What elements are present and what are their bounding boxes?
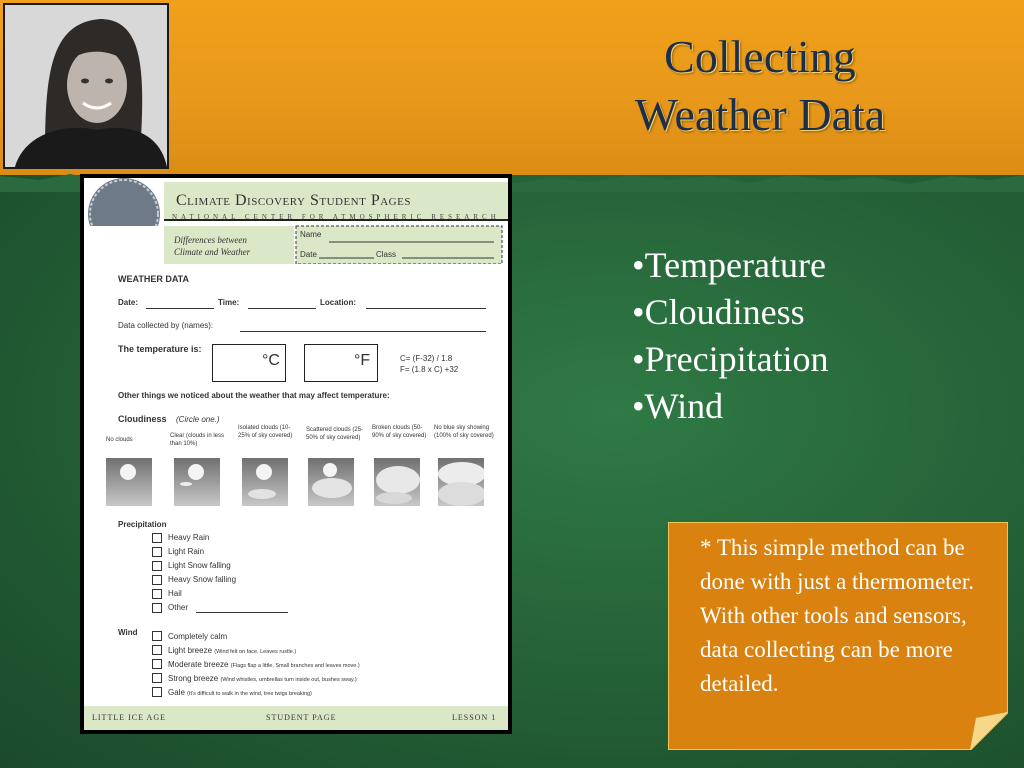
wind-heading: Wind (118, 628, 138, 637)
portrait-image (5, 5, 167, 167)
cloud-photo-broken (374, 458, 420, 506)
moderate-breeze-label (168, 660, 360, 669)
footer-center: STUDENT PAGE (266, 713, 337, 722)
heavy-snow-label: Heavy Snow falling (168, 575, 237, 584)
cloud-label-6: No blue sky showing (100% of sky covered) (434, 425, 494, 439)
section-label: Differences between Climate and Weather (174, 235, 251, 257)
strong-breeze-text: Strong breeze (168, 674, 219, 683)
time-line (248, 308, 316, 309)
cloud-photo-none (106, 458, 152, 506)
bullet-cloudiness: •Cloudiness (632, 292, 805, 332)
date-field-label: Date: (118, 298, 139, 307)
slide-title (560, 28, 960, 144)
worksheet-footer (84, 706, 508, 730)
note-text: * This simple method can be done with just a thermometer. With other tools and sensors, data collecting can be more detailed. (700, 535, 975, 696)
bullet-wind: •Wind (632, 386, 724, 426)
temperature-label: The temperature is: (118, 344, 202, 354)
cloud-photo-isolated (242, 458, 288, 506)
calm-label: Completely calm (168, 632, 228, 641)
light-rain-label: Light Rain (168, 547, 205, 556)
strong-breeze-checkbox[interactable] (152, 673, 162, 683)
worksheet-image (80, 174, 512, 734)
weather-data-heading: WEATHER DATA (118, 274, 189, 284)
name-date-box (84, 224, 508, 264)
heavy-rain-label: Heavy Rain (168, 533, 210, 542)
other-checkbox[interactable] (152, 603, 162, 613)
celsius-unit: °C (262, 352, 280, 369)
moderate-breeze-text: Moderate breeze (168, 660, 229, 669)
location-field-label: Location: (320, 298, 356, 307)
light-breeze-checkbox[interactable] (152, 645, 162, 655)
cloudiness-heading: Cloudiness (118, 414, 167, 424)
heavy-rain-checkbox[interactable] (152, 533, 162, 543)
hail-checkbox[interactable] (152, 589, 162, 599)
bullet-list (632, 242, 829, 430)
heavy-snow-checkbox[interactable] (152, 575, 162, 585)
worksheet-header (84, 178, 508, 226)
light-snow-checkbox[interactable] (152, 561, 162, 571)
cloud-label-4: Scattered clouds (25-50% of sky covered) (306, 427, 364, 441)
strong-breeze-label (168, 674, 357, 683)
worksheet-subtitle: NATIONAL CENTER FOR ATMOSPHERIC RESEARCH (172, 213, 500, 221)
footer-left: LITTLE ICE AGE (92, 713, 166, 722)
cloud-label-3: Isolated clouds (10-25% of sky covered) (238, 425, 293, 439)
other-label: Other (168, 603, 189, 612)
precipitation-heading: Precipitation (118, 520, 167, 529)
gale-label (168, 688, 312, 697)
circle-one-note: (Circle one.) (176, 415, 220, 424)
location-line (366, 308, 486, 309)
name-label: Name (300, 230, 322, 239)
moderate-breeze-detail: (Flags flap a little, Small branches and leaves move.) (230, 663, 360, 669)
worksheet-page (84, 178, 508, 730)
calm-checkbox[interactable] (152, 631, 162, 641)
date-line (146, 308, 214, 309)
title-line-1: Collecting (664, 31, 856, 82)
class-label: Class (376, 250, 397, 259)
cloud-photo-scattered (308, 458, 354, 506)
formula-celsius: C= (F-32) / 1.8 (400, 354, 453, 363)
other-line (196, 612, 288, 613)
hail-label: Hail (168, 589, 182, 598)
bullet-temperature: •Temperature (632, 245, 826, 285)
cloud-label-1: No clouds (106, 437, 133, 443)
collected-by-label: Data collected by (names): (118, 321, 214, 330)
cloud-label-2: Clear (clouds in less than 10%) (170, 433, 225, 447)
moderate-breeze-checkbox[interactable] (152, 659, 162, 669)
footer-right: LESSON 1 (452, 713, 497, 722)
gale-detail: (It's difficult to walk in the wind, tree twigs breaking) (187, 691, 312, 697)
bullet-precipitation: •Precipitation (632, 339, 829, 379)
gale-text: Gale (168, 688, 185, 697)
other-things-label: Other things we noticed about the weather that may affect temperature: (118, 391, 390, 400)
light-breeze-label (168, 646, 296, 655)
light-rain-checkbox[interactable] (152, 547, 162, 557)
formula-fahrenheit: F= (1.8 x C) +32 (400, 365, 459, 374)
light-snow-label: Light Snow falling (168, 561, 231, 570)
cloud-photo-overcast (438, 458, 484, 506)
fahrenheit-unit: °F (354, 352, 371, 369)
time-field-label: Time: (218, 298, 240, 307)
collected-by-line (240, 331, 486, 332)
date-label: Date (300, 250, 317, 259)
strong-breeze-detail: (Wind whistles, umbrellas turn inside out, bushes sway.) (220, 677, 357, 683)
light-breeze-detail: (Wind felt on face, Leaves rustle.) (214, 649, 297, 655)
presenter-photo (3, 3, 169, 169)
cloud-label-5: Broken clouds (50-90% of sky covered) (372, 425, 427, 439)
title-line-2: Weather Data (634, 89, 886, 140)
cloud-photo-clear (174, 458, 220, 506)
gale-checkbox[interactable] (152, 687, 162, 697)
worksheet-title: Climate Discovery Student Pages (176, 192, 411, 209)
light-breeze-text: Light breeze (168, 646, 213, 655)
